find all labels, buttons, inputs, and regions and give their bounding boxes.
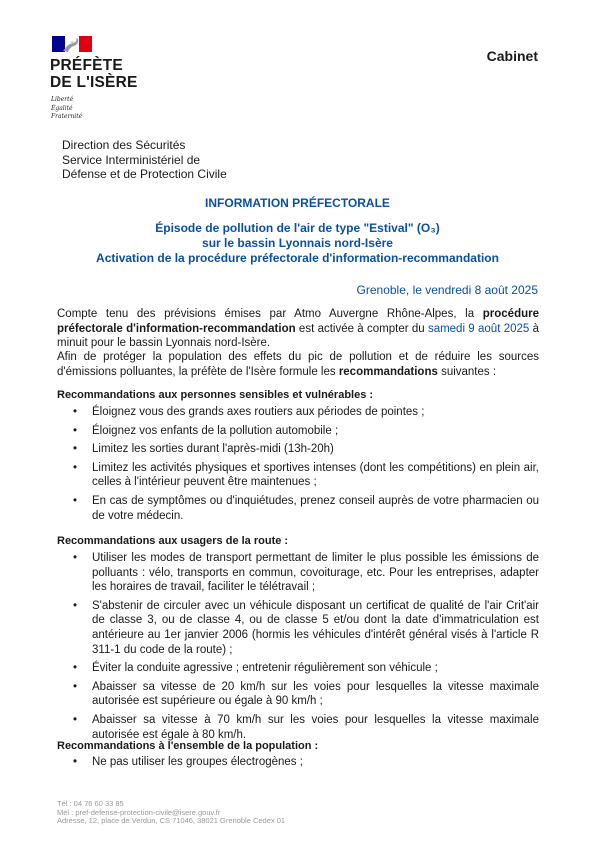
prefecture-line-1: PRÉFÈTE bbox=[50, 57, 123, 74]
direction-line: Direction des Sécurités bbox=[62, 138, 186, 152]
document-date: Grenoble, le vendredi 8 août 2025 bbox=[356, 283, 538, 297]
list-item: • Abaisser sa vitesse de 20 km/h sur les voies pour lesquelles la vitesse maximale autorisée est supérieure ou égale à 90 km/h ; bbox=[70, 680, 539, 709]
episode-heading bbox=[0, 221, 595, 266]
list-item: • En cas de symptômes ou d'inquiétudes, prenez conseil auprès de votre pharmacien ou de votre médecin. bbox=[70, 494, 539, 523]
section-title-road-users: Recommandations aux usagers de la route : bbox=[57, 535, 289, 547]
list-item: • S'abstenir de circuler avec un véhicule disposant un certificat de qualité de l'air Crit'air de classe 3, ou de classe 4, ou de classe 5 et/ou dont la date d'immatriculation est antérieure au 1er janvier 2006 (hormis les véhicules d'intérêt général visés à l'article R 311-1 du code de la route) ; bbox=[70, 599, 539, 657]
motto-liberte: Liberté bbox=[51, 96, 74, 103]
footer-address: Adresse, 12, place de Verdun, CS 71046, 38021 Grenoble Cedex 01 bbox=[57, 816, 286, 825]
prefecture-line-2: DE L'ISÈRE bbox=[50, 74, 138, 91]
procedure-name: procédure préfectorale d'information-recommandation bbox=[57, 308, 539, 335]
list-item: • Limitez les activités physiques et sportives intenses (dont les compétitions) en plein air, celles à l'intérieur peuvent être maintenues ; bbox=[70, 461, 539, 490]
footer-phone: Tél : 04 76 60 33 85 bbox=[57, 799, 124, 808]
list-item: • Utiliser les modes de transport permettant de limiter le plus possible les émissions de polluants : vélo, transports en commun, covoiturage, etc. Pour les entreprises, adapter les horaires de travail, faciliter le télétravail ; bbox=[70, 551, 539, 595]
footer-email: Mél : pref-defense-protection-civile@isere.gouv.fr bbox=[57, 807, 221, 817]
motto-egalite: Égalité bbox=[51, 104, 73, 112]
direction-line: Défense et de Protection Civile bbox=[62, 167, 227, 181]
text-span: à minuit pour le bassin Lyonnais nord-Isère. bbox=[57, 322, 539, 350]
activation-date: samedi 9 août 2025 bbox=[427, 322, 530, 335]
list-item: • Ne pas utiliser les groupes électrogènes ; bbox=[70, 755, 539, 770]
recommendations-emphasis: recommandations bbox=[338, 365, 438, 378]
section-title-vulnerable: Recommandations aux personnes sensibles et vulnérables : bbox=[57, 389, 374, 401]
motto-fraternite: Fraternité bbox=[51, 113, 83, 120]
intro-paragraph-1 bbox=[57, 307, 539, 351]
prefecture-name bbox=[50, 57, 138, 91]
episode-line-3: Activation de la procédure préfectorale d'information-recommandation bbox=[96, 251, 499, 265]
recommendations-list-population bbox=[70, 755, 539, 774]
service-name: Cabinet bbox=[486, 48, 538, 64]
list-item: • Éloignez vous des grands axes routiers aux périodes de pointes ; bbox=[70, 405, 539, 420]
document-title: INFORMATION PRÉFECTORALE bbox=[205, 196, 390, 210]
intro-paragraph-2 bbox=[57, 350, 539, 379]
recommendations-list-road-users bbox=[70, 551, 539, 746]
episode-line-1: Épisode de pollution de l'air de type "Estival" (O₃) bbox=[155, 221, 440, 235]
section-title-population: Recommandations à l'ensemble de la population : bbox=[57, 740, 319, 752]
text-span: suivantes : bbox=[437, 365, 497, 378]
direction-block bbox=[62, 138, 227, 182]
republic-motto bbox=[51, 96, 82, 122]
recommendations-list-vulnerable bbox=[70, 405, 539, 527]
list-item: • Éloignez vos enfants de la pollution automobile ; bbox=[70, 424, 539, 439]
list-item: • Limitez les sorties durant l'après-midi (13h-20h) bbox=[70, 442, 539, 457]
text-span: est activée à compter du bbox=[295, 322, 428, 335]
list-item: • Abaisser sa vitesse à 70 km/h sur les voies pour lesquelles la vitesse maximale autorisée est égale à 80 km/h. bbox=[70, 713, 539, 742]
marianne-flag-logo bbox=[52, 36, 92, 52]
direction-line: Service Interministériel de bbox=[62, 152, 201, 167]
list-item: • Éviter la conduite agressive ; entretenir régulièrement son véhicule ; bbox=[70, 661, 539, 676]
episode-line-2: sur le bassin Lyonnais nord-Isère bbox=[202, 236, 393, 250]
text-span: Afin de protéger la population des effets du pic de pollution et de réduire les sources d'émissions polluantes, la préfète de l'Isère formule les bbox=[57, 351, 539, 378]
footer-contact bbox=[57, 800, 285, 826]
text-span: Compte tenu des prévisions émises par Atmo Auvergne Rhône-Alpes, la bbox=[57, 308, 483, 320]
